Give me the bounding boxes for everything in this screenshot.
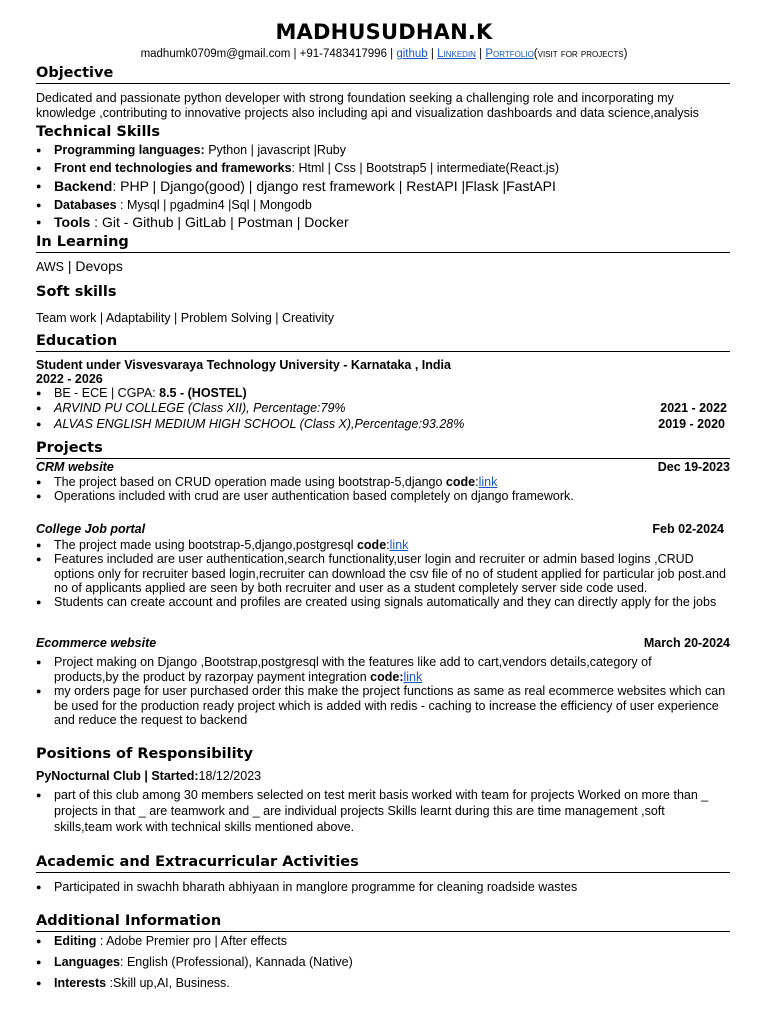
project-desc: Students can create account and profiles are created using signals automatically and they can directly apply for the jobs (54, 595, 717, 609)
university-years: 2022 - 2026 (36, 372, 103, 386)
learning-aws: AWS (36, 260, 65, 274)
project-bullet (36, 684, 726, 728)
code-link[interactable]: link (478, 475, 498, 489)
additional-label: Editing (54, 934, 97, 948)
additional-item (36, 955, 730, 970)
section-skills-title: Technical Skills (36, 124, 161, 140)
project-desc: Project making on Django ,Bootstrap,postgresql with the features like add to cart,vendors details,category of products,by the product by razorpay payment integration (54, 655, 652, 684)
be-prefix: BE - ECE | CGPA: (54, 386, 160, 400)
position-desc: part of this club among 30 members selected on test merit basis worked with team for projects Worked on more than _ projects in that _ are teamwork and _ are individual projects Skills learnt during this are time management ,soft skills,team work with technical skills mentioned above. (54, 788, 709, 834)
skill-label: Databases (54, 198, 117, 212)
project-bullet (36, 655, 696, 684)
additional-value: : Adobe Premier pro | After effects (96, 934, 287, 948)
project-desc: The project based on CRUD operation made using bootstrap-5,django (54, 475, 446, 489)
skill-label: Tools (54, 214, 91, 230)
section-education-title: Education (36, 332, 730, 352)
position-bullet (36, 787, 726, 835)
portfolio-note: (visit for projects) (533, 48, 628, 60)
project-date: Feb 02-2024 (652, 522, 724, 536)
section-additional-title: Additional Information (36, 912, 730, 932)
education-item (36, 401, 730, 416)
skill-value: : PHP | Django(good) | django rest framework | RestAPI |Flask |FastAPI (112, 178, 556, 194)
skill-value: : Git - Github | GitLab | Postman | Docker (90, 214, 349, 230)
activity-desc: Participated in swachh bharath abhiyaan in manglore programme for cleaning roadside wastes (54, 880, 578, 894)
project-name: College Job portal (36, 522, 146, 536)
bullet-icon: ● (36, 163, 42, 173)
project-bullet (36, 552, 726, 596)
bullet-icon: ● (36, 957, 42, 967)
bullet-icon: ● (36, 790, 42, 800)
pu-years: 2021 - 2022 (660, 401, 727, 415)
contact-separator: | (479, 48, 483, 60)
project-header (36, 522, 730, 537)
bullet-icon: ● (36, 200, 42, 210)
additional-label: Languages (54, 955, 120, 969)
skill-item (36, 143, 730, 158)
be-cgpa: 8.5 (159, 386, 177, 400)
section-positions-title: Positions of Responsibility (36, 746, 253, 762)
bullet-icon: ● (36, 181, 42, 191)
bullet-icon: ● (36, 477, 42, 487)
learning-text (36, 259, 730, 275)
bullet-icon: ● (36, 491, 42, 501)
additional-value: : English (Professional), Kannada (Native) (120, 955, 353, 969)
section-projects-title: Projects (36, 439, 730, 459)
project-bullet: ● The project made using bootstrap-5,django,postgresql code:link (36, 538, 409, 552)
learning-devops: | Devops (64, 258, 123, 274)
bullet-icon: ● (36, 145, 42, 155)
project-header (36, 460, 730, 475)
code-link[interactable]: link (389, 538, 409, 552)
club-name: PyNocturnal Club | Started: (36, 769, 199, 783)
project-bullet (36, 595, 726, 610)
soft-skills-text: Team work | Adaptability | Problem Solving | Creativity (36, 311, 335, 325)
project-desc: my orders page for user purchased order this make the project functions as same as real ecommerce websites which can be used for the production ready project which is added with redis - caching to increase the efficiency of user experience and reduce the request to backend (54, 684, 726, 727)
skill-label: Programming languages: (54, 143, 205, 157)
school-years: 2019 - 2020 (658, 417, 725, 431)
project-desc: Features included are user authentication,search functionality,user login and recruiter or admin based logins ,CRUD options only for recruiter based login,recruiter can download the csv file of no of student applied for particular job post.and no of applicants applied are seen by both recruiter and user as a student completely server side code used. (54, 552, 726, 595)
section-learning-title: In Learning (36, 233, 730, 253)
section-activities-title: Academic and Extracurricular Activities (36, 853, 730, 873)
code-label: code: (370, 669, 404, 684)
skill-value: Python | javascript |Ruby (204, 143, 347, 157)
bullet-icon: ● (36, 217, 42, 227)
objective-text: Dedicated and passionate python developer with strong foundation seeking a challenging role and incorporating my knowledge ,contributing to innovative projects also including api and visualization dashboards and data science,analysis (36, 91, 699, 120)
skill-label: Front end technologies and frameworks (54, 161, 292, 175)
bullet-icon: ● (36, 657, 42, 667)
code-link[interactable]: link (403, 669, 423, 684)
skill-item (36, 161, 730, 176)
bullet-icon: ● (36, 686, 42, 696)
bullet-icon: ● (36, 403, 42, 413)
bullet-icon: ● (36, 554, 42, 564)
code-label: code (445, 475, 476, 489)
additional-value: :Skill up,AI, Business. (106, 976, 230, 990)
bullet-icon: ● (36, 540, 42, 550)
linkedin-link[interactable]: Linkedin (437, 48, 476, 60)
additional-item (36, 976, 730, 991)
be-suffix: - (HOSTEL) (176, 386, 247, 400)
skill-value: : Mysql | pgadmin4 |Sql | Mongodb (116, 198, 312, 212)
project-bullet: ● The project based on CRUD operation made using bootstrap-5,django code:link (36, 475, 498, 489)
additional-label: Interests (54, 976, 107, 990)
bullet-icon: ● (36, 978, 42, 988)
skill-item (36, 179, 730, 194)
university-name: Student under Visvesvaraya Technology University - Karnataka , India (36, 358, 451, 372)
skill-label: Backend (54, 178, 113, 194)
contact-line (0, 48, 768, 60)
section-soft-skills-title: Soft skills (36, 284, 117, 300)
candidate-name: MADHUSUDHAN.K (275, 20, 493, 44)
activity-bullet (36, 880, 730, 895)
project-bullet (36, 489, 730, 504)
club-started: 18/12/2023 (198, 769, 262, 783)
project-header (36, 636, 730, 651)
project-desc: Operations included with crud are user authentication based completely on django framework. (54, 489, 574, 503)
project-name: Ecommerce website (36, 636, 157, 650)
pu-college: ARVIND PU COLLEGE (Class XII), Percentage:79% (54, 401, 346, 415)
project-name: CRM website (36, 460, 114, 474)
skill-item (36, 198, 730, 213)
code-label: code (356, 538, 387, 552)
additional-item (36, 934, 730, 949)
contact-separator: | (430, 48, 434, 60)
section-objective-title: Objective (36, 64, 730, 84)
skill-value: : Html | Css | Bootstrap5 | intermediate(React.js) (291, 161, 560, 175)
github-link[interactable]: github (396, 48, 428, 60)
education-item (36, 417, 730, 432)
project-date: Dec 19-2023 (657, 460, 730, 474)
bullet-icon: ● (36, 419, 42, 429)
skill-item (36, 215, 730, 230)
education-item (36, 386, 730, 401)
bullet-icon: ● (36, 882, 42, 892)
high-school: ALVAS ENGLISH MEDIUM HIGH SCHOOL (Class X),Percentage:93.28% (54, 417, 465, 431)
contact-text: madhumk0709m@gmail.com | +91-7483417996 | (140, 48, 394, 60)
bullet-icon: ● (36, 936, 42, 946)
bullet-icon: ● (36, 597, 42, 607)
project-desc: The project made using bootstrap-5,django,postgresql (54, 538, 357, 552)
portfolio-link[interactable]: Portfolio (485, 48, 534, 60)
bullet-icon: ● (36, 388, 42, 398)
project-date: March 20-2024 (643, 636, 730, 650)
club-line (36, 769, 730, 784)
